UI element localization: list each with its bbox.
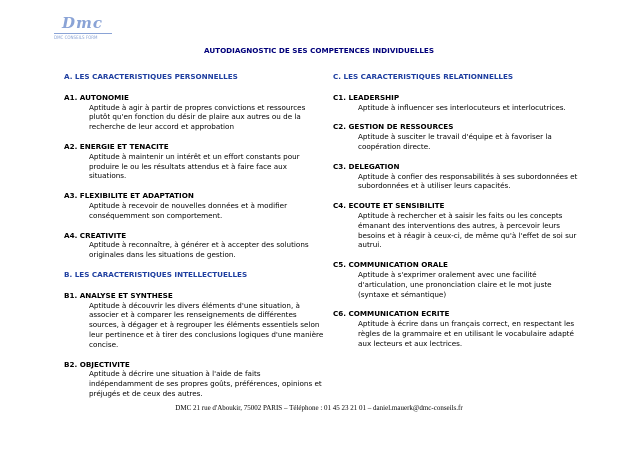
right-column [333, 72, 578, 359]
competence-item [333, 260, 578, 299]
section-heading-personal: A. LES CARACTERISTIQUES PERSONNELLES [64, 72, 238, 81]
competence-item [333, 122, 578, 151]
competence-description: Aptitude à s'exprimer oralement avec une facilité d'articulation, une prononciation claire et le mot juste (syntaxe et sémantique) [358, 269, 552, 299]
left-column [64, 72, 326, 409]
logo-divider [54, 33, 112, 34]
competence-item [64, 291, 326, 350]
logo-text: Dmc [62, 14, 104, 32]
competence-title: C3. DELEGATION [333, 161, 400, 171]
competence-item [333, 162, 578, 191]
competence-description: Aptitude à rechercher et à saisir les faits ou les concepts émanant des interventions des autres, à percevoir leurs besoins et à réagir à ceux-ci, de même qu'à l'effet de soi sur autrui. [358, 210, 577, 250]
competence-item [64, 93, 326, 132]
competence-description: Aptitude à reconnaître, à générer et à accepter des solutions originales dans les situations de gestion. [89, 240, 309, 260]
competence-item [333, 201, 578, 250]
section-heading-relational: C. LES CARACTERISTIQUES RELATIONNELLES [333, 72, 514, 81]
competence-description: Aptitude à décrire une situation à l'aide de faits indépendamment de ses propres goûts, préférences, opinions et préjugés et de ceux des autres. [89, 369, 322, 398]
logo-subtitle: DMC CONSEILS FORM [54, 35, 98, 40]
competence-title: B2. OBJECTIVITE [64, 359, 130, 369]
section-heading-intellectual: B. LES CARACTERISTIQUES INTELLECTUELLES [64, 269, 248, 279]
competence-description: Aptitude à recevoir de nouvelles données et à modifier conséquemment son comportement. [89, 200, 288, 220]
competence-title: A2. ENERGIE ET TENACITE [64, 141, 169, 151]
competence-title: A3. FLEXIBILITE ET ADAPTATION [64, 191, 194, 201]
competence-item [333, 309, 578, 348]
competence-title: C1. LEADERSHIP [333, 92, 400, 102]
competence-description: Aptitude à agir à partir de propres convictions et ressources plutôt qu'en fonction du désir de plaire aux autres ou de la recherche de leur accord et approbation [89, 102, 306, 132]
competence-title: C4. ECOUTE ET SENSIBILITE [333, 201, 445, 211]
competence-item [64, 231, 326, 260]
competence-title: B1. ANALYSE ET SYNTHESE [64, 290, 173, 300]
competence-description: Aptitude à maintenir un intérêt et un effort constants pour produire le ou les résultats attendus et à faire face aux situations. [89, 151, 300, 181]
competence-description: Aptitude à découvrir les divers éléments d'une situation, à associer et à comparer les renseignements de différentes sources, à dégager et à regrouper les éléments essentiels selon leur pertinence et à tirer des conclusions logiques d'une manière concise. [89, 300, 324, 349]
competence-item [333, 93, 578, 113]
competence-title: A1. AUTONOMIE [64, 92, 129, 102]
competence-title: C2. GESTION DE RESSOURCES [333, 122, 454, 132]
competence-title: C6. COMMUNICATION ECRITE [333, 309, 450, 319]
competence-item [64, 142, 326, 181]
page-footer: DMC 21 rue d'Aboukir, 75002 PARIS – Téléphone : 01 45 23 21 01 – daniel.mauerk@dmc-conseils.fr [175, 404, 463, 412]
company-logo [54, 14, 114, 40]
competence-description: Aptitude à susciter le travail d'équipe et à favoriser la coopération directe. [358, 132, 552, 151]
competence-description: Aptitude à influencer ses interlocuteurs et interlocutrices. [358, 102, 566, 112]
page-title: AUTODIAGNOSTIC DE SES COMPETENCES INDIVIDUELLES [203, 46, 435, 55]
competence-description: Aptitude à confier des responsabilités à ses subordonnées et subordonnées et à utiliser leurs capacités. [358, 171, 578, 191]
competence-description: Aptitude à écrire dans un français correct, en respectant les règles de la grammaire et en utilisant le vocabulaire adapté aux lecteurs et aux lectrices. [358, 319, 575, 348]
competence-item [64, 191, 326, 220]
competence-title: A4. CREATIVITE [64, 230, 127, 240]
competence-title: C5. COMMUNICATION ORALE [333, 260, 448, 270]
competence-item [64, 360, 326, 399]
